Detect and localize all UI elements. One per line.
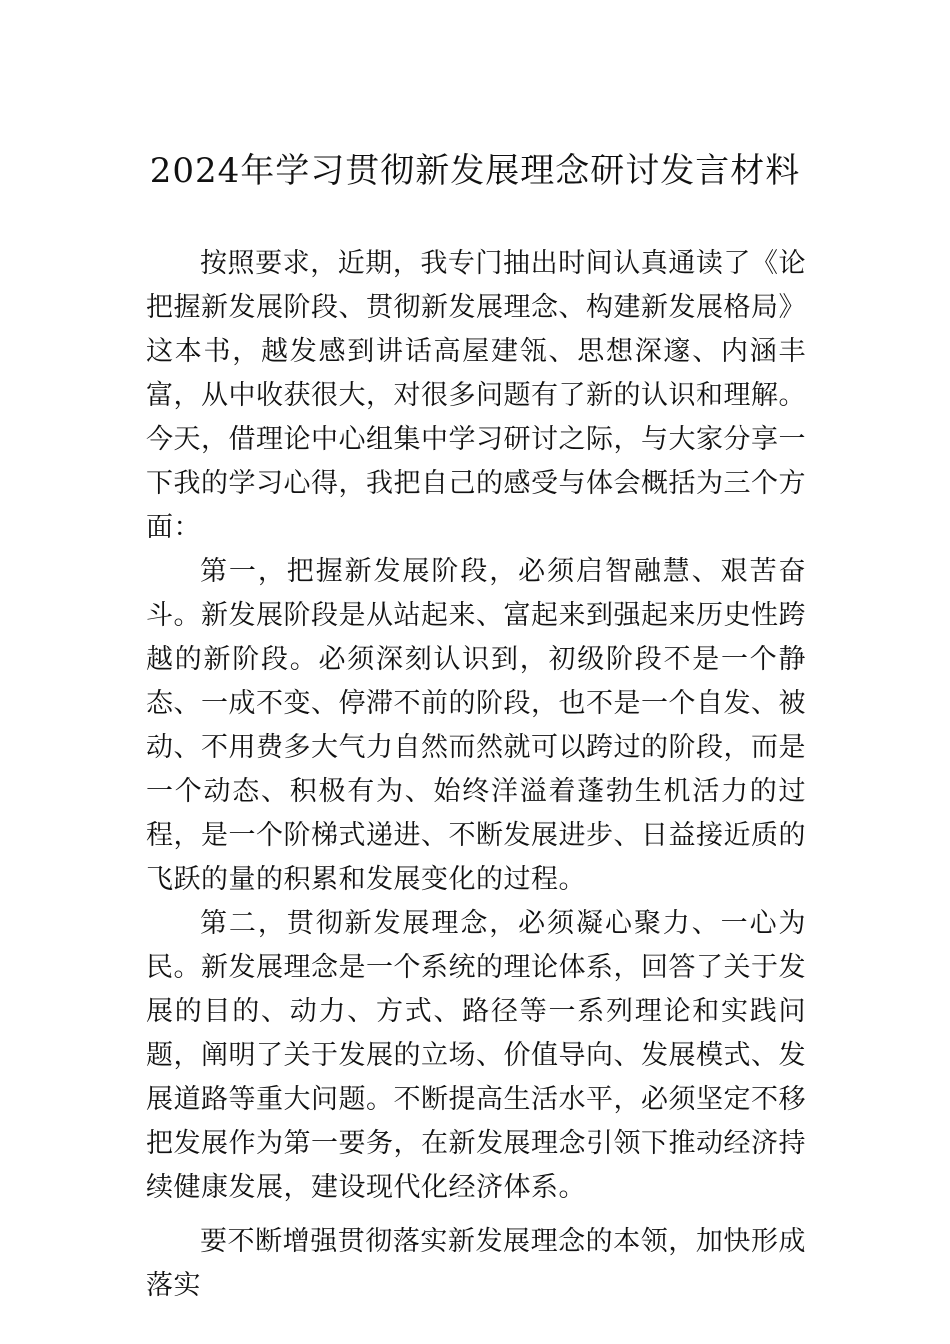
paragraph-intro: 按照要求，近期，我专门抽出时间认真通读了《论把握新发展阶段、贯彻新发展理念、构建新发展格局》这本书，越发感到讲话高屋建瓴、思想深邃、内涵丰富，从中收获很大，对很多问题有了新的认识和理解。今天，借理论中心组集中学习研讨之际，与大家分享一下我的学习心得，我把自己的感受与体会概括为三个方面： xyxy=(146,248,806,543)
paragraph-first-point: 第一，把握新发展阶段，必须启智融慧、艰苦奋斗。新发展阶段是从站起来、富起来到强起来历史性跨越的新阶段。必须深刻认识到，初级阶段不是一个静态、一成不变、停滞不前的阶段，也不是一个自发、被动、不用费多大气力自然而然就可以跨过的阶段，而是一个动态、积极有为、始终洋溢着蓬勃生机活力的过程，是一个阶梯式递进、不断发展进步、日益接近质的飞跃的量的积累和发展变化的过程。 xyxy=(146,556,806,895)
document-title: 2024年学习贯彻新发展理念研讨发言材料 xyxy=(149,151,801,191)
paragraph-spacer xyxy=(146,1210,806,1220)
paragraph-second-point: 第二，贯彻新发展理念，必须凝心聚力、一心为民。新发展理念是一个系统的理论体系，回答了关于发展的目的、动力、方式、路径等一系列理论和实践问题，阐明了关于发展的立场、价值导向、发展模式、发展道路等重大问题。不断提高生活水平，必须坚定不移把发展作为第一要务，在新发展理念引领下推动经济持续健康发展，建设现代化经济体系。 xyxy=(146,908,806,1203)
paragraph-continuation: 要不断增强贯彻落实新发展理念的本领，加快形成落实 xyxy=(146,1226,806,1301)
document-body xyxy=(146,242,806,1308)
